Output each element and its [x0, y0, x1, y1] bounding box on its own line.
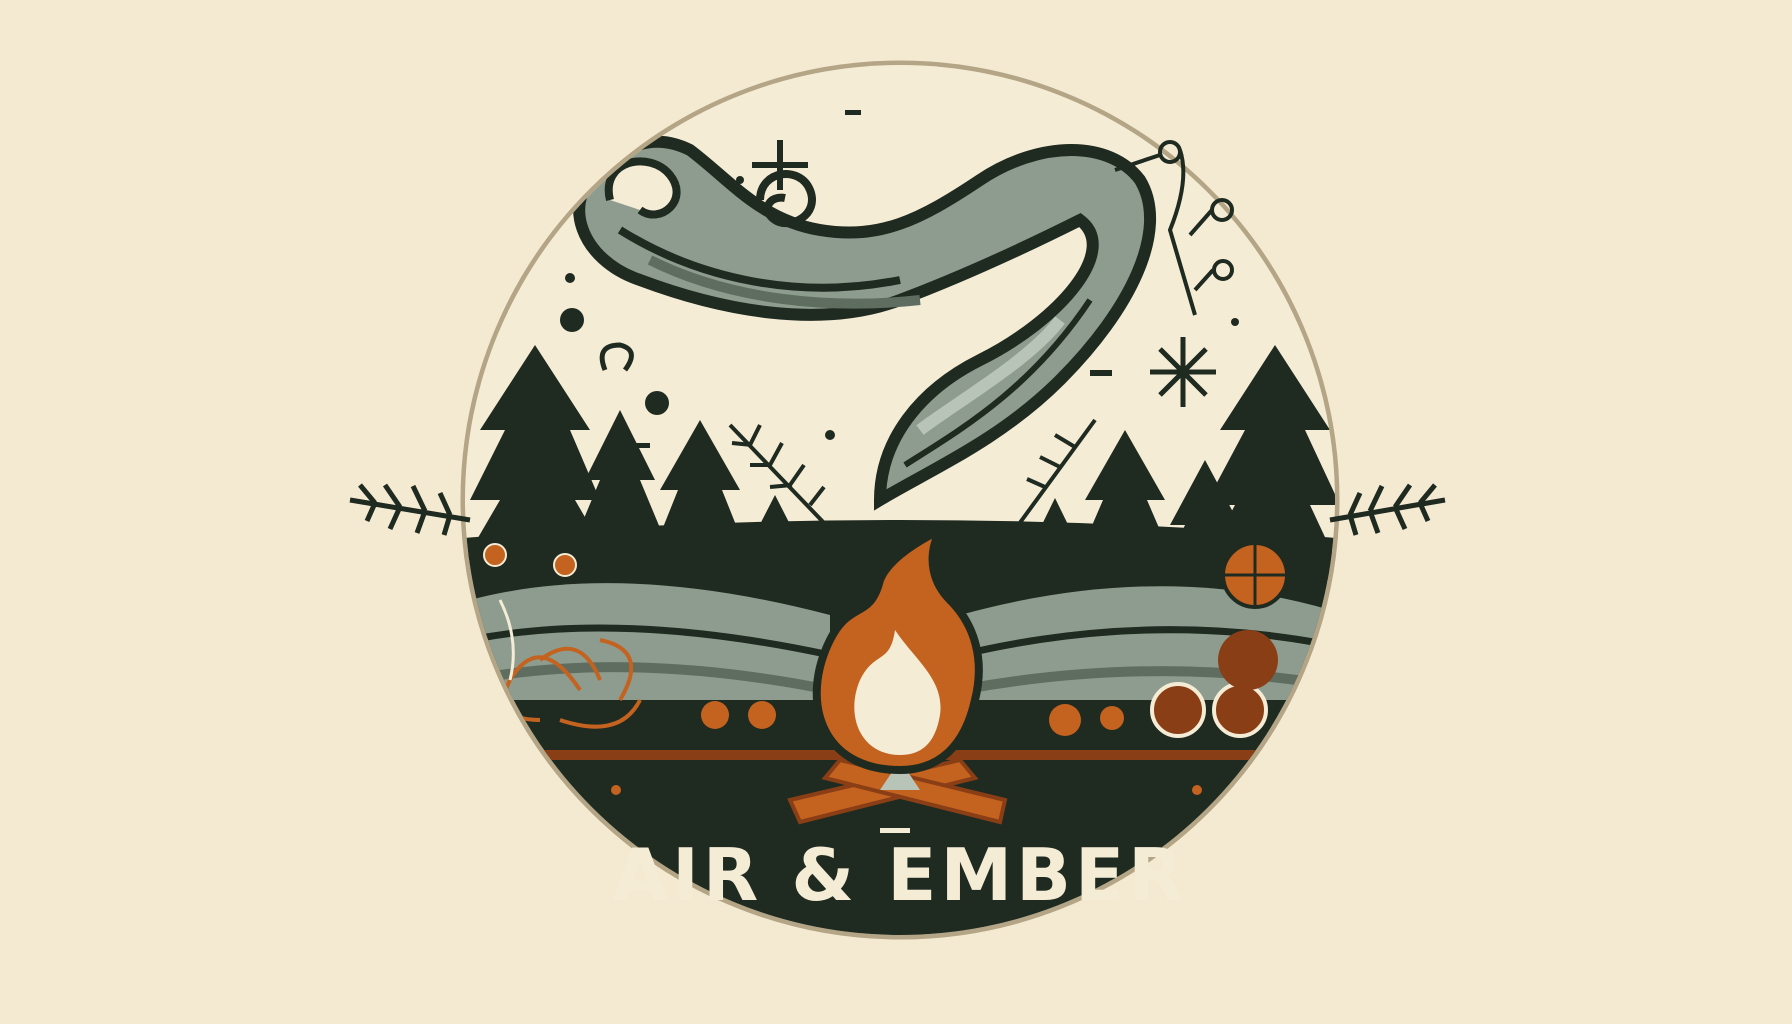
dash-icon [1090, 370, 1112, 376]
emblem-scene [440, 60, 1360, 960]
dot-icon [736, 176, 744, 184]
dot-icon [1231, 318, 1239, 326]
fern-right-icon [1330, 485, 1445, 535]
berry-icon [554, 554, 576, 576]
berry-icon [701, 701, 729, 729]
dash-icon [845, 110, 861, 115]
dot-icon [645, 391, 669, 415]
dot-icon [565, 273, 575, 283]
berry-icon [1100, 706, 1124, 730]
dot-icon [560, 308, 584, 332]
berry-icon [484, 544, 506, 566]
dash-icon [628, 443, 650, 448]
fern-left-icon [350, 485, 470, 535]
orange-icon [1218, 630, 1278, 690]
dot-icon [825, 430, 835, 440]
berry-icon [1049, 704, 1081, 736]
dot-icon [611, 785, 621, 795]
citrus-slice-icon [1152, 684, 1204, 736]
citrus-slice-icon [1214, 684, 1266, 736]
berry-icon [748, 701, 776, 729]
wordmark-text: AIR & EMBER [612, 833, 1188, 917]
dot-icon [1192, 785, 1202, 795]
